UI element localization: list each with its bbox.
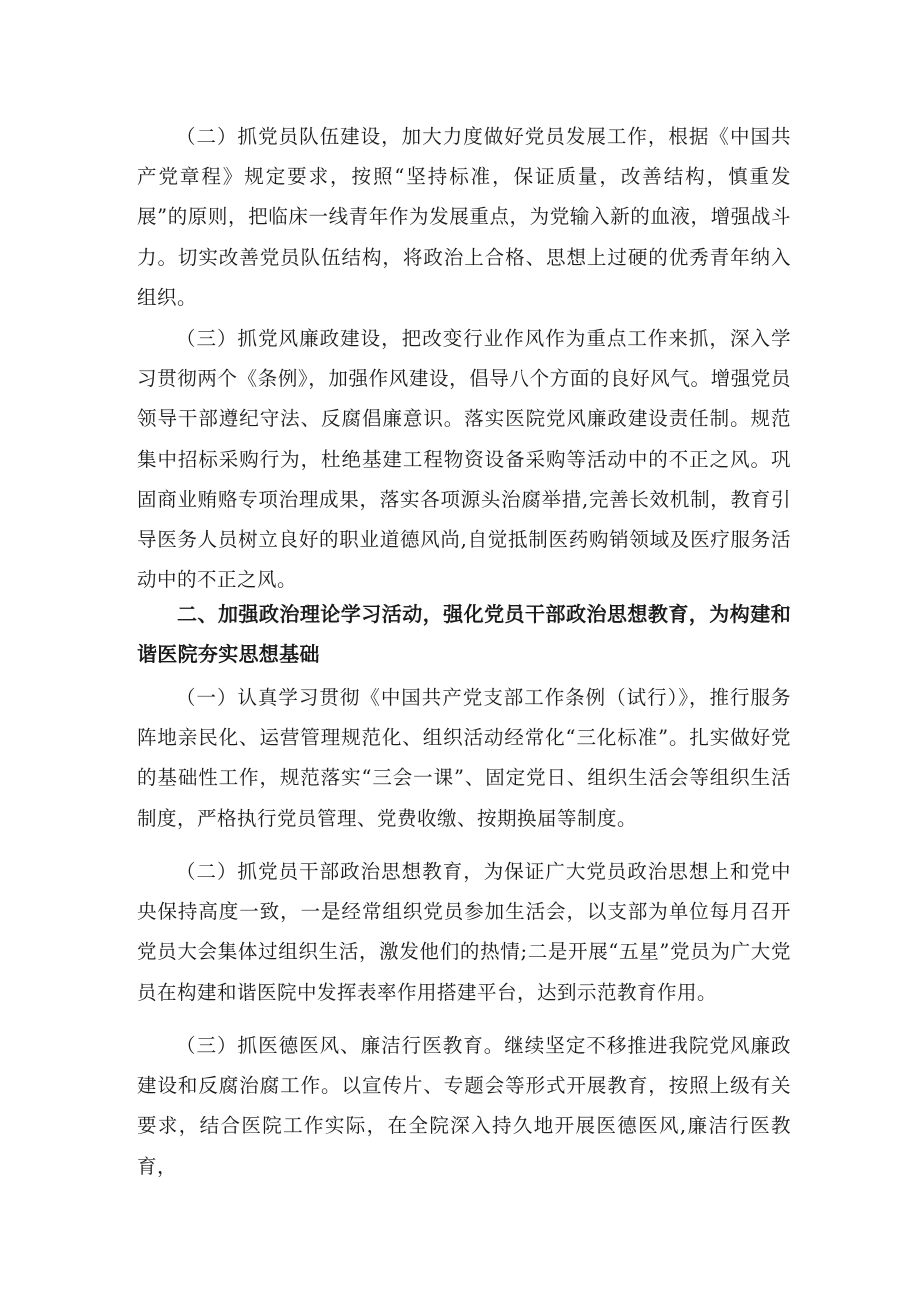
paragraph-political-education: （二）抓党员干部政治思想教育，为保证广大党员政治思想上和党中央保持高度一致，一是经常组织党员参加生活会，以支部为单位每月召开党员大会集体过组织生活，激发他们的热情;二是开展“五星”党员为广大党员在构建和谐医院中发挥表率作用搭建平台，达到示范教育作用。 [137,860,791,1004]
section-heading: 二、加强政治理论学习活动，强化党员干部政治思想教育，为构建和谐医院夯实思想基础 [137,602,791,666]
paragraph-medical-ethics: （三）抓医德医风、廉洁行医教育。继续坚定不移推进我院党风廉政建设和反腐治腐工作。以宣传片、专题会等形式开展教育，按照上级有关要求，结合医院工作实际，在全院深入持久地开展医德医风,廉洁行医教育， [137,1034,791,1178]
paragraph-branch-regulations: （一）认真学习贯彻《中国共产党支部工作条例（试行）》，推行服务阵地亲民化、运营管理规范化、组织活动经常化“三化标准”。扎实做好党的基础性工作，规范落实“三会一课”、固定党日、组织生活会等组织生活制度，严格执行党员管理、党费收缴、按期换届等制度。 [137,686,791,830]
paragraph-party-member-recruitment: （二）抓党员队伍建设，加大力度做好党员发展工作，根据《中国共产党章程》规定要求，按照“坚持标准，保证质量，改善结构，慎重发展”的原则，把临床一线青年作为发展重点，为党输入新的血液，增强战斗力。切实改善党员队伍结构，将政治上合格、思想上过硬的优秀青年纳入组织。 [137,125,791,309]
paragraph-integrity-building: （三）抓党风廉政建设，把改变行业作风作为重点工作来抓，深入学习贯彻两个《条例》，加强作风建设，倡导八个方面的良好风气。增强党员领导干部遵纪守法、反腐倡廉意识。落实医院党风廉政建设责任制。规范集中招标采购行为，杜绝基建工程物资设备采购等活动中的不正之风。巩固商业贿赂专项治理成果，落实各项源头治腐举措,完善长效机制，教育引导医务人员树立良好的职业道德风尚,自觉抵制医药购销领域及医疗服务活动中的不正之风。 [137,327,791,592]
